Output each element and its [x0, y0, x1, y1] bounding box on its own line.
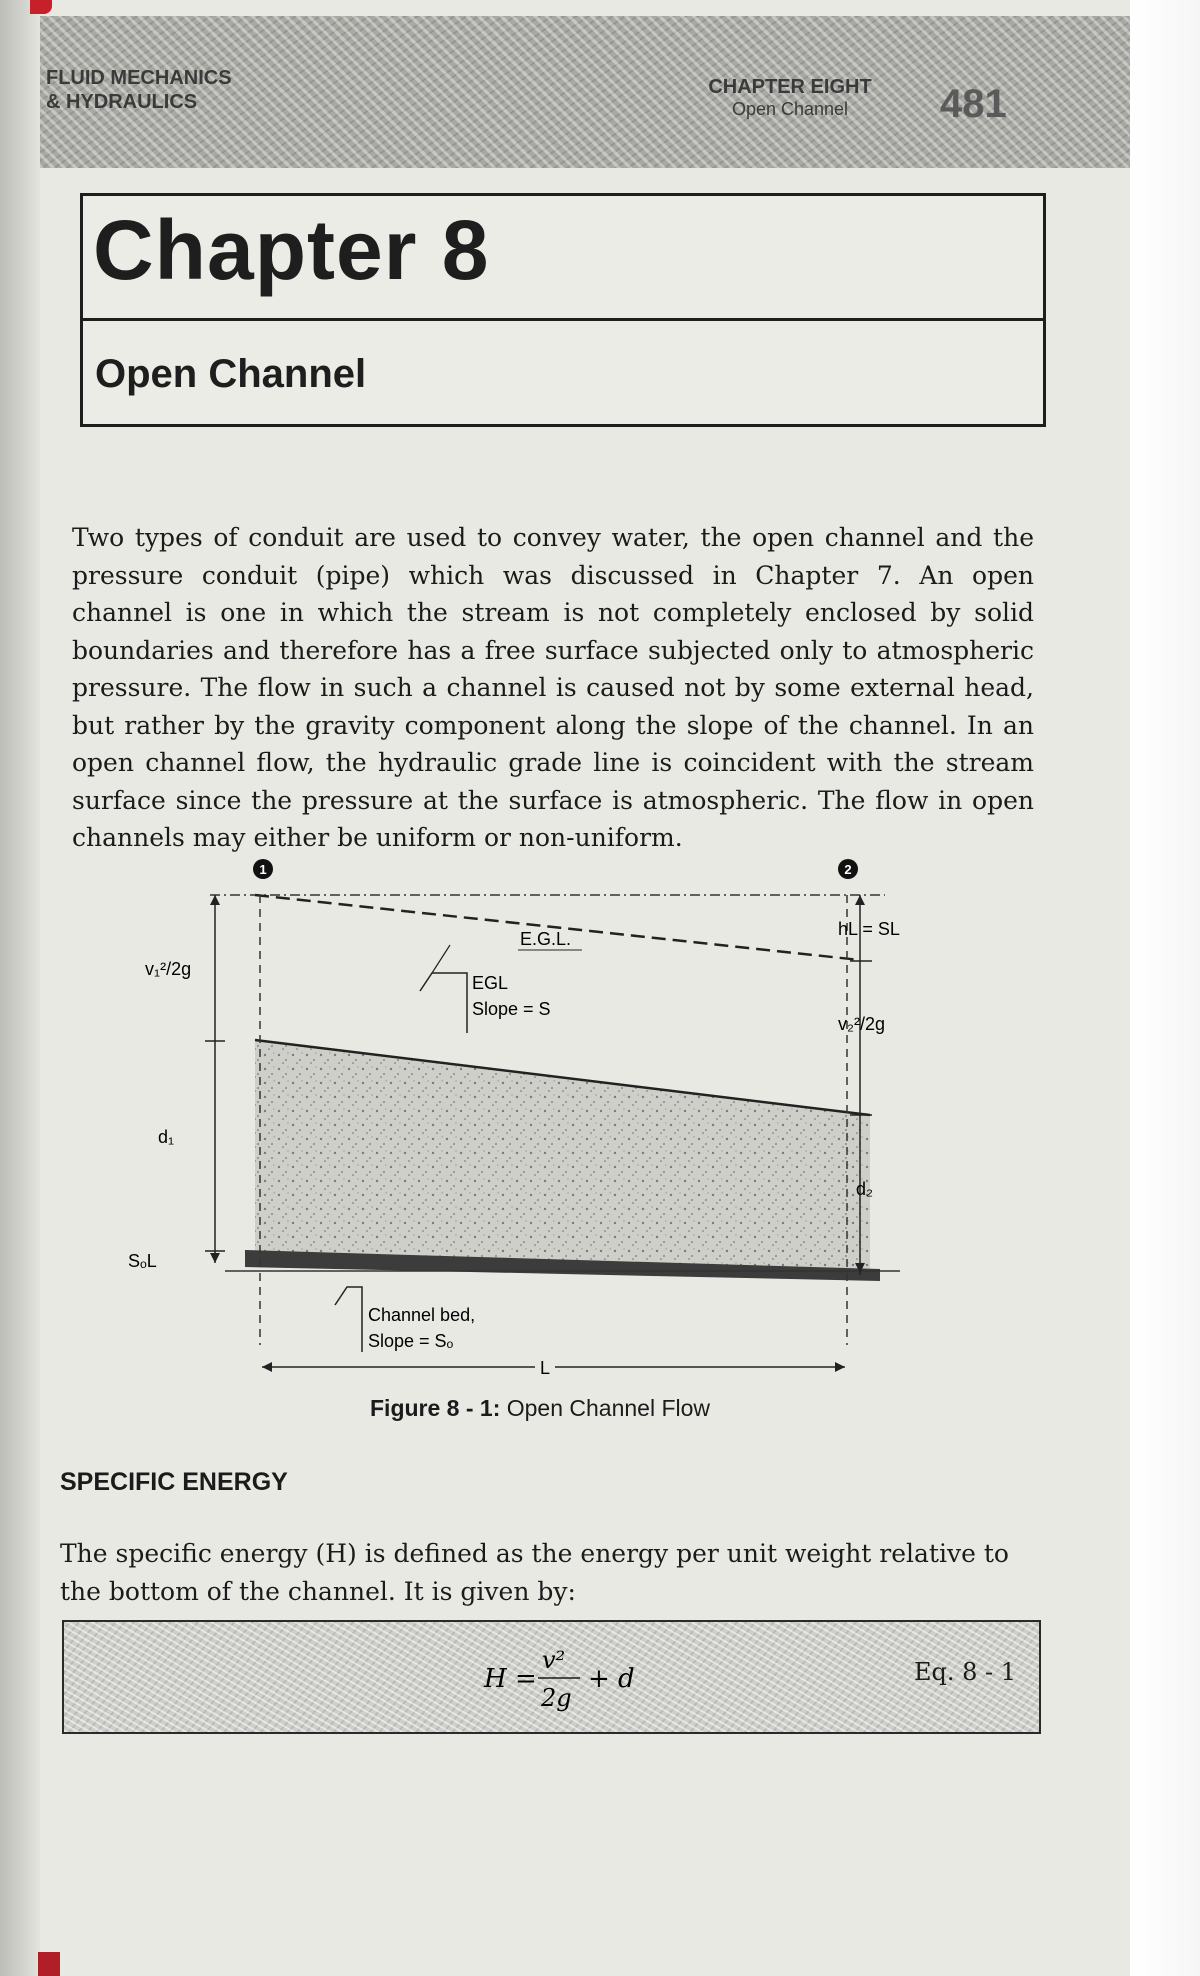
section-2-number: 2 [844, 862, 852, 877]
left-arrow-up [210, 895, 220, 905]
equation-box [62, 1620, 1041, 1734]
equation-number: Eq. 8 - 1 [914, 1658, 1017, 1686]
formula-rhs: + d [588, 1664, 635, 1694]
head-loss-label: hL = SL [838, 919, 900, 939]
v1-velocity-head-label: v₁²/2g [145, 959, 192, 979]
book-title-line1: FLUID MECHANICS [46, 67, 232, 89]
running-chapter-title [670, 76, 910, 120]
section-1-number: 1 [259, 862, 267, 877]
intro-paragraph: Two types of conduit are used to convey water, the open channel and the pressure conduit (pipe) which was discussed in Chapter 7. An open channel is one in which the stream is not completely enclosed by solid boundaries and therefore has a free surface subjected only to atmospheric pressure. The flow in such a channel is caused not by some external head, but rather by the gravity component along the slope of the channel. In an open channel flow, the hydraulic grade line is coincident with the stream surface since the pressure at the surface is atmospheric. The flow in open channels may either be uniform or non-uniform. [72, 523, 1034, 852]
v2-velocity-head-label: v₂²/2g [838, 1014, 886, 1034]
page-edge-right [1130, 0, 1200, 1976]
binding-mark-bottom [38, 1952, 60, 1976]
egl-slope-leader [420, 973, 467, 1033]
water-body [255, 1040, 870, 1272]
page-number: 481 [940, 82, 1007, 126]
page-edge-left [0, 0, 40, 1976]
left-arrow-down [210, 1253, 220, 1263]
figure-caption [370, 1395, 710, 1422]
figure-caption-text: Open Channel Flow [506, 1395, 711, 1421]
egl-slope-label-1: EGL [472, 973, 509, 993]
length-arrow-right [835, 1362, 845, 1372]
egl-leader-arrow [432, 945, 450, 973]
specific-energy-formula [484, 1640, 704, 1720]
d2-label: d₂ [856, 1179, 873, 1199]
chapter-title: Chapter 8 [93, 203, 490, 297]
formula-lhs: H = [484, 1664, 537, 1694]
bed-slope-label-1: Channel bed, [368, 1305, 476, 1325]
formula-denominator: 2g [541, 1684, 572, 1712]
chapter-divider [83, 318, 1043, 321]
section-heading-specific-energy: SPECIFIC ENERGY [60, 1468, 288, 1496]
binding-mark-top [30, 0, 52, 14]
so-l-label: SₒL [128, 1251, 157, 1271]
book-title [46, 66, 232, 114]
specific-energy-paragraph: The specific energy (H) is defined as the energy per unit weight relative to the bottom of the channel. It is given by: [60, 1539, 1009, 1606]
open-channel-diagram [128, 855, 950, 1385]
egl-label: E.G.L. [520, 929, 572, 949]
right-arrow-up [855, 895, 865, 905]
d1-label: d₁ [158, 1127, 175, 1147]
formula-numerator: v² [542, 1646, 566, 1674]
running-chapter-line1: CHAPTER EIGHT [708, 76, 872, 98]
bed-slope-label-2: Slope = Sₒ [368, 1331, 454, 1351]
egl-slope-label-2: Slope = S [472, 999, 551, 1019]
length-arrow-left [262, 1362, 272, 1372]
chapter-subtitle: Open Channel [95, 352, 367, 396]
chapter-title-box [80, 193, 1046, 427]
length-label: L [540, 1358, 551, 1378]
running-chapter-line2: Open Channel [731, 99, 849, 119]
book-title-line2: & HYDRAULICS [46, 91, 198, 113]
bed-slope-leader [335, 1287, 362, 1352]
figure-caption-number: Figure 8 - 1: [370, 1395, 501, 1421]
